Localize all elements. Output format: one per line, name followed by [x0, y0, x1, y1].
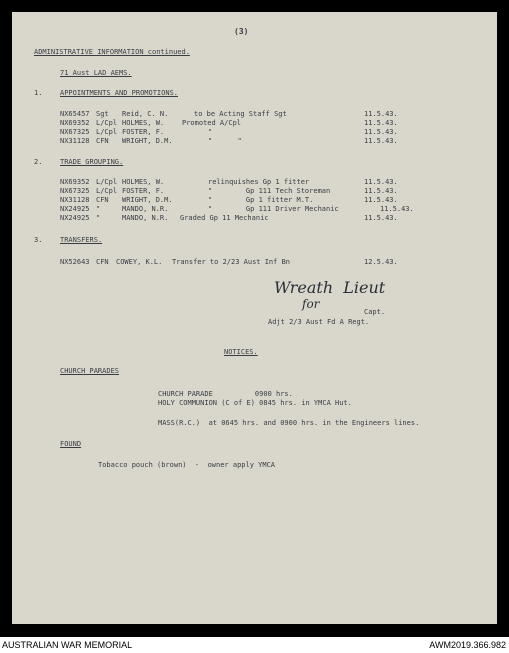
action: " Gp 111 Tech Storeman — [208, 187, 331, 195]
section-header: ADMINISTRATIVE INFORMATION continued. — [34, 48, 190, 56]
date: 11.5.43. — [364, 110, 398, 118]
church-parade-line: CHURCH PARADE 0900 hrs. — [158, 390, 293, 398]
service-number: NX31128 — [60, 137, 90, 145]
section-1-number: 1. — [34, 89, 43, 97]
rank: CFN — [96, 137, 109, 145]
holy-communion-line: HOLY COMMUNION (C of E) 0845 hrs. in YMCA Hut. — [158, 399, 352, 407]
unit-heading: 71 Aust LAD AEMS. — [60, 69, 132, 77]
section-3-number: 3. — [34, 236, 43, 244]
name: HOLMES, W. — [122, 119, 165, 127]
handwritten-signature: Wreath Lieut — [274, 278, 386, 297]
action: relinquishes Gp 1 fitter — [208, 178, 310, 186]
action: " Gp 1 fitter M.T. — [208, 196, 314, 204]
action: Transfer to 2/23 Aust Inf Bn — [172, 258, 291, 266]
action: " " — [208, 137, 242, 145]
section-2-title: TRADE GROUPING. — [60, 158, 124, 166]
date: 11.5.43. — [364, 196, 398, 204]
name: FOSTER, F. — [122, 128, 165, 136]
rank: " — [96, 205, 101, 213]
service-number: NX31128 — [60, 196, 90, 204]
date: 11.5.43. — [364, 214, 398, 222]
name: WRIGHT, D.M. — [122, 196, 173, 204]
name: Reid, C. N. — [122, 110, 169, 118]
service-number: NX67325 — [60, 128, 90, 136]
archive-footer — [0, 637, 509, 653]
date: 11.5.43. — [364, 137, 398, 145]
date: 12.5.43. — [364, 258, 398, 266]
service-number: NX52643 — [60, 258, 90, 266]
section-3-title: TRANSFERS. — [60, 236, 103, 244]
name: WRIGHT, D.M. — [122, 137, 173, 145]
rank: L/Cpl — [96, 119, 118, 127]
page-number: (3) — [234, 27, 249, 36]
action: " — [208, 128, 213, 136]
rank: L/Cpl — [96, 178, 118, 186]
service-number: NX24925 — [60, 214, 90, 222]
date: 11.5.43. — [364, 178, 398, 186]
rank: L/Cpl — [96, 187, 118, 195]
church-parades-heading: CHURCH PARADES — [60, 367, 120, 375]
rank: " — [96, 214, 101, 222]
signature-unit: Adjt 2/3 Aust Fd A Regt. — [268, 318, 370, 326]
service-number: NX67325 — [60, 187, 90, 195]
section-2-number: 2. — [34, 158, 43, 166]
name: MANDO, N.R. — [122, 205, 169, 213]
service-number: NX24925 — [60, 205, 90, 213]
rank: CFN — [96, 258, 109, 266]
signature-for: for — [302, 297, 320, 311]
name: HOLMES, W. — [122, 178, 165, 186]
notices-title: NOTICES. — [224, 348, 258, 356]
action: Graded Gp 11 Mechanic — [180, 214, 269, 222]
signature-rank: Capt. — [364, 308, 386, 316]
service-number: NX65457 — [60, 110, 90, 118]
name: MANDO, N.R. — [122, 214, 169, 222]
date: 11.5.43. — [380, 205, 414, 213]
date: 11.5.43. — [364, 128, 398, 136]
action: " Gp 111 Driver Mechanic — [208, 205, 339, 213]
archive-name: AUSTRALIAN WAR MEMORIAL — [2, 640, 133, 650]
action: to be Acting Staff Sgt — [194, 110, 287, 118]
rank: L/Cpl — [96, 128, 118, 136]
found-line: Tobacco pouch (brown) - owner apply YMCA — [98, 461, 276, 469]
action: Promoted A/Cpl — [182, 119, 242, 127]
mass-line: MASS(R.C.) at 0645 hrs. and 0900 hrs. in the Engineers lines. — [158, 419, 420, 427]
rank: CFN — [96, 196, 109, 204]
found-heading: FOUND — [60, 440, 82, 448]
service-number: NX69352 — [60, 178, 90, 186]
section-1-title: APPOINTMENTS AND PROMOTIONS. — [60, 89, 179, 97]
rank: Sgt — [96, 110, 109, 118]
date: 11.5.43. — [364, 119, 398, 127]
service-number: NX69352 — [60, 119, 90, 127]
date: 11.5.43. — [364, 187, 398, 195]
document-page — [12, 12, 497, 624]
name: FOSTER, F. — [122, 187, 165, 195]
archive-reference: AWM2019.366.982 — [429, 640, 506, 650]
name: COWEY, K.L. — [116, 258, 163, 266]
